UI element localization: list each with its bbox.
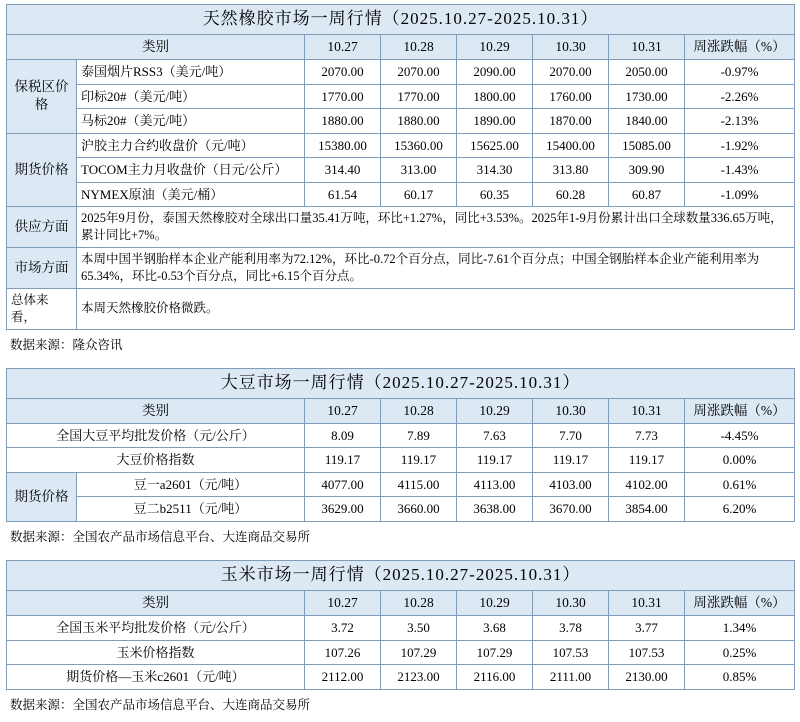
rubber-cell-3-2: 15625.00: [457, 133, 533, 158]
soybean-cell-1-0: 119.17: [305, 448, 381, 473]
corn-title-row: [7, 561, 795, 591]
table-row: [7, 640, 795, 665]
table-row: [7, 448, 795, 473]
rubber-cell-2-4: 1840.00: [609, 109, 685, 134]
soybean-cell-0-5: -4.45%: [685, 423, 795, 448]
corn-cell-0-3: 3.78: [533, 616, 609, 641]
rubber-cell-0-4: 2050.00: [609, 60, 685, 85]
rubber-cell-5-5: -1.09%: [685, 182, 795, 207]
soybean-row-name-1: 大豆价格指数: [7, 448, 305, 473]
corn-row-name-2: 期货价格—玉米c2601（元/吨）: [7, 665, 305, 690]
table-row: [7, 423, 795, 448]
soybean-cell-0-3: 7.70: [533, 423, 609, 448]
corn-cell-1-2: 107.29: [457, 640, 533, 665]
rubber-cell-0-0: 2070.00: [305, 60, 381, 85]
rubber-cell-1-5: -2.26%: [685, 84, 795, 109]
rubber-cell-2-1: 1880.00: [381, 109, 457, 134]
table-row: [7, 497, 795, 522]
soybean-cell-1-1: 119.17: [381, 448, 457, 473]
rubber-cell-5-3: 60.28: [533, 182, 609, 207]
rubber-cell-3-4: 15085.00: [609, 133, 685, 158]
soybean-cell-3-2: 3638.00: [457, 497, 533, 522]
corn-cell-0-1: 3.50: [381, 616, 457, 641]
corn-cell-1-0: 107.26: [305, 640, 381, 665]
corn-header-row: [7, 590, 795, 615]
rubber-analysis-text-summary: 本周天然橡胶价格微跌。: [77, 288, 795, 329]
rubber-analysis-label-market: 市场方面: [7, 248, 77, 289]
rubber-analysis-text-market: 本周中国半钢胎样本企业产能利用率为72.12%，环比-0.72个百分点，同比-7.61个百分点；中国全钢胎样本企业产能利用率为65.34%，环比-0.53个百分点，同比+6.15个百分点。: [77, 248, 795, 289]
rubber-cell-5-1: 60.17: [381, 182, 457, 207]
soybean-group-futures: 期货价格: [7, 472, 77, 521]
soybean-cell-0-4: 7.73: [609, 423, 685, 448]
corn-cell-0-0: 3.72: [305, 616, 381, 641]
soybean-header-row: [7, 398, 795, 423]
soybean-col-d1: 10.27: [305, 398, 381, 423]
rubber-supply-row: [7, 207, 795, 248]
section-spacer: [6, 548, 794, 560]
table-row: [7, 84, 795, 109]
rubber-cell-1-0: 1770.00: [305, 84, 381, 109]
rubber-source: 数据来源：隆众咨讯: [10, 337, 123, 352]
corn-cell-0-2: 3.68: [457, 616, 533, 641]
table-row: [7, 616, 795, 641]
rubber-cell-4-5: -1.43%: [685, 158, 795, 183]
rubber-group-futures: 期货价格: [7, 133, 77, 207]
corn-cell-1-1: 107.29: [381, 640, 457, 665]
table-row: [7, 182, 795, 207]
soybean-title: 大豆市场一周行情（2025.10.27-2025.10.31）: [7, 368, 795, 398]
section-spacer: [6, 356, 794, 368]
rubber-col-d3: 10.29: [457, 34, 533, 59]
corn-cell-2-0: 2112.00: [305, 665, 381, 690]
soybean-row-name-2: 豆一a2601（元/吨）: [77, 472, 305, 497]
rubber-col-d4: 10.30: [533, 34, 609, 59]
soybean-cell-3-0: 3629.00: [305, 497, 381, 522]
rubber-group-bonded: 保税区价格: [7, 60, 77, 134]
soybean-cell-2-4: 4102.00: [609, 472, 685, 497]
rubber-market-row: [7, 248, 795, 289]
rubber-cell-4-3: 313.80: [533, 158, 609, 183]
corn-cell-1-3: 107.53: [533, 640, 609, 665]
corn-col-d3: 10.29: [457, 590, 533, 615]
corn-cell-1-5: 0.25%: [685, 640, 795, 665]
table-row: [7, 158, 795, 183]
rubber-cell-4-4: 309.90: [609, 158, 685, 183]
corn-col-d4: 10.30: [533, 590, 609, 615]
soybean-cell-2-1: 4115.00: [381, 472, 457, 497]
corn-row-name-0: 全国玉米平均批发价格（元/公斤）: [7, 616, 305, 641]
rubber-cell-4-0: 314.40: [305, 158, 381, 183]
corn-row-name-1: 玉米价格指数: [7, 640, 305, 665]
soybean-cell-3-1: 3660.00: [381, 497, 457, 522]
soybean-cell-1-3: 119.17: [533, 448, 609, 473]
rubber-cell-1-2: 1800.00: [457, 84, 533, 109]
rubber-cell-3-3: 15400.00: [533, 133, 609, 158]
soybean-market-table: [6, 368, 795, 522]
rubber-cell-3-0: 15380.00: [305, 133, 381, 158]
table-row: [7, 109, 795, 134]
rubber-cell-2-2: 1890.00: [457, 109, 533, 134]
soybean-col-d2: 10.28: [381, 398, 457, 423]
corn-col-change: 周涨跌幅（%）: [685, 590, 795, 615]
corn-col-d2: 10.28: [381, 590, 457, 615]
soybean-source: 数据来源：全国农产品市场信息平台、大连商品交易所: [10, 530, 311, 545]
rubber-cell-2-0: 1880.00: [305, 109, 381, 134]
soybean-cell-3-4: 3854.00: [609, 497, 685, 522]
rubber-row-name-2: 马标20#（美元/吨）: [77, 109, 305, 134]
rubber-cell-1-1: 1770.00: [381, 84, 457, 109]
rubber-cell-0-3: 2070.00: [533, 60, 609, 85]
rubber-cell-2-3: 1870.00: [533, 109, 609, 134]
soybean-cell-0-0: 8.09: [305, 423, 381, 448]
table-row: [7, 665, 795, 690]
corn-col-d1: 10.27: [305, 590, 381, 615]
table-row: [7, 133, 795, 158]
rubber-cell-0-1: 2070.00: [381, 60, 457, 85]
soybean-cell-2-2: 4113.00: [457, 472, 533, 497]
rubber-cell-5-0: 61.54: [305, 182, 381, 207]
rubber-analysis-label-summary: 总体来看，: [7, 288, 77, 329]
soybean-cell-1-2: 119.17: [457, 448, 533, 473]
soybean-cell-0-2: 7.63: [457, 423, 533, 448]
rubber-cell-5-2: 60.35: [457, 182, 533, 207]
soybean-cell-0-1: 7.89: [381, 423, 457, 448]
soybean-col-change: 周涨跌幅（%）: [685, 398, 795, 423]
rubber-cell-0-5: -0.97%: [685, 60, 795, 85]
rubber-cell-0-2: 2090.00: [457, 60, 533, 85]
corn-col-d5: 10.31: [609, 590, 685, 615]
rubber-col-d1: 10.27: [305, 34, 381, 59]
soybean-cell-2-5: 0.61%: [685, 472, 795, 497]
corn-cell-2-3: 2111.00: [533, 665, 609, 690]
rubber-title-row: [7, 5, 795, 35]
rubber-title: 天然橡胶市场一周行情（2025.10.27-2025.10.31）: [7, 5, 795, 35]
rubber-header-row: [7, 34, 795, 59]
corn-cell-0-4: 3.77: [609, 616, 685, 641]
rubber-cell-4-2: 314.30: [457, 158, 533, 183]
soybean-cell-3-3: 3670.00: [533, 497, 609, 522]
soybean-col-category: 类别: [7, 398, 305, 423]
corn-cell-2-5: 0.85%: [685, 665, 795, 690]
corn-cell-1-4: 107.53: [609, 640, 685, 665]
soybean-row-name-3: 豆二b2511（元/吨）: [77, 497, 305, 522]
rubber-row-name-1: 印标20#（美元/吨）: [77, 84, 305, 109]
soybean-col-d3: 10.29: [457, 398, 533, 423]
corn-title: 玉米市场一周行情（2025.10.27-2025.10.31）: [7, 561, 795, 591]
corn-cell-2-2: 2116.00: [457, 665, 533, 690]
table-row: [7, 60, 795, 85]
soybean-col-d5: 10.31: [609, 398, 685, 423]
soybean-title-row: [7, 368, 795, 398]
rubber-row-name-3: 沪胶主力合约收盘价（元/吨）: [77, 133, 305, 158]
corn-cell-2-1: 2123.00: [381, 665, 457, 690]
corn-market-table: [6, 560, 795, 690]
rubber-col-d2: 10.28: [381, 34, 457, 59]
rubber-cell-1-4: 1730.00: [609, 84, 685, 109]
rubber-summary-row: [7, 288, 795, 329]
rubber-cell-3-5: -1.92%: [685, 133, 795, 158]
corn-cell-0-5: 1.34%: [685, 616, 795, 641]
rubber-col-change: 周涨跌幅（%）: [685, 34, 795, 59]
soybean-col-d4: 10.30: [533, 398, 609, 423]
soybean-cell-1-4: 119.17: [609, 448, 685, 473]
rubber-cell-3-1: 15360.00: [381, 133, 457, 158]
rubber-cell-1-3: 1760.00: [533, 84, 609, 109]
soybean-row-name-0: 全国大豆平均批发价格（元/公斤）: [7, 423, 305, 448]
corn-col-category: 类别: [7, 590, 305, 615]
corn-source: 数据来源：全国农产品市场信息平台、大连商品交易所: [10, 697, 311, 712]
rubber-cell-2-5: -2.13%: [685, 109, 795, 134]
rubber-analysis-text-supply: 2025年9月份，泰国天然橡胶对全球出口量35.41万吨，环比+1.27%，同比+3.53%。2025年1-9月份累计出口全球数量336.65万吨，累计同比+7%。: [77, 207, 795, 248]
rubber-row-name-0: 泰国烟片RSS3（美元/吨）: [77, 60, 305, 85]
rubber-analysis-label-supply: 供应方面: [7, 207, 77, 248]
rubber-row-name-5: NYMEX原油（美元/桶）: [77, 182, 305, 207]
table-row: [7, 472, 795, 497]
rubber-col-d5: 10.31: [609, 34, 685, 59]
soybean-cell-1-5: 0.00%: [685, 448, 795, 473]
soybean-cell-2-3: 4103.00: [533, 472, 609, 497]
soybean-cell-3-5: 6.20%: [685, 497, 795, 522]
rubber-cell-5-4: 60.87: [609, 182, 685, 207]
rubber-cell-4-1: 313.00: [381, 158, 457, 183]
rubber-market-table: [6, 4, 795, 330]
rubber-row-name-4: TOCOM主力月收盘价（日元/公斤）: [77, 158, 305, 183]
rubber-col-category: 类别: [7, 34, 305, 59]
corn-cell-2-4: 2130.00: [609, 665, 685, 690]
soybean-cell-2-0: 4077.00: [305, 472, 381, 497]
